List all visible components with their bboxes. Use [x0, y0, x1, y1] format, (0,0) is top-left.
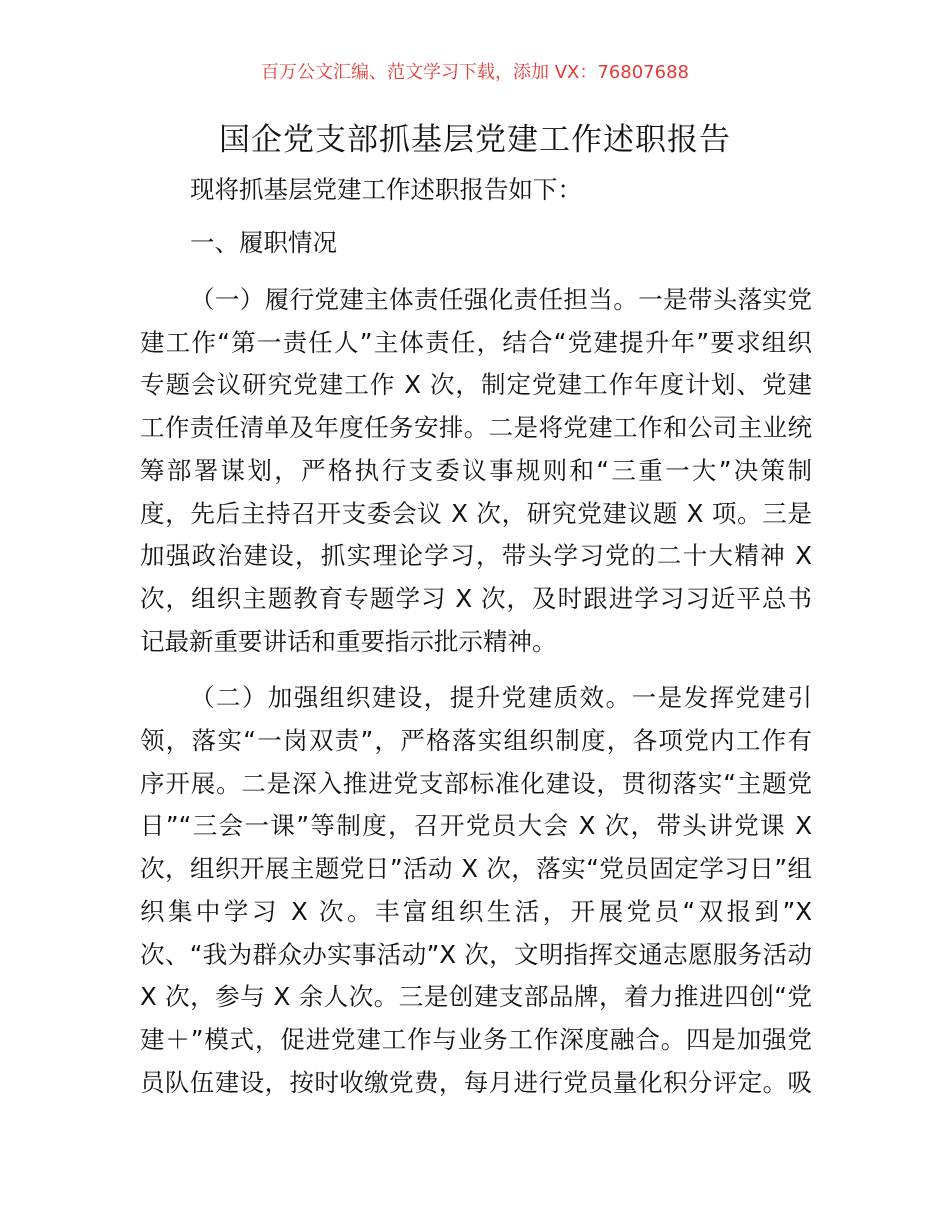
- section-heading: 一、履职情况: [190, 228, 337, 257]
- paragraph-line: 建＋”模式，促进党建工作与业务工作深度融合。四是加强党: [140, 1024, 812, 1054]
- paragraph-line: 次，组织开展主题党日”活动 X 次，落实“党员固定学习日”组: [140, 854, 812, 884]
- paragraph-line: 度，先后主持召开支委会议 X 次，研究党建议题 X 项。三是: [140, 498, 812, 528]
- paragraph-line: 次，组织主题教育专题学习 X 次，及时跟进学习习近平总书: [140, 583, 812, 613]
- paragraph-line: X 次，参与 X 余人次。三是创建支部品牌，着力推进四创“党: [140, 982, 812, 1012]
- paragraph-line: 建工作“第一责任人”主体责任，结合“党建提升年”要求组织: [140, 327, 812, 357]
- paragraph-line: （二）加强组织建设，提升党建质效。一是发挥党建引: [190, 683, 812, 713]
- watermark-banner: 百万公文汇编、范文学习下载，添加 VX：76807688: [261, 62, 689, 83]
- paragraph-line: 织集中学习 X 次。丰富组织生活，开展党员“双报到”X: [140, 896, 812, 926]
- paragraph-line: 专题会议研究党建工作 X 次，制定党建工作年度计划、党建: [140, 370, 812, 400]
- paragraph-line: 工作责任清单及年度任务安排。二是将党建工作和公司主业统: [140, 413, 812, 443]
- document-title: 国企党支部抓基层党建工作述职报告: [219, 122, 731, 158]
- paragraph-line: 领，落实“一岗双责”，严格落实组织制度，各项党内工作有: [140, 726, 812, 755]
- paragraph-line: 加强政治建设，抓实理论学习，带头学习党的二十大精神 X: [140, 541, 812, 571]
- paragraph-line: （一）履行党建主体责任强化责任担当。一是带头落实党: [190, 285, 812, 314]
- intro-line: 现将抓基层党建工作述职报告如下：: [190, 175, 582, 204]
- paragraph-line: 日”“三会一课”等制度，召开党员大会 X 次，带头讲党课 X: [140, 811, 812, 841]
- paragraph-line: 筹部署谋划，严格执行支委议事规则和“三重一大”决策制: [140, 455, 812, 485]
- paragraph-line: 次、“我为群众办实事活动”X 次，文明指挥交通志愿服务活动: [140, 939, 812, 969]
- paragraph-line: 记最新重要讲话和重要指示批示精神。: [140, 626, 557, 656]
- paragraph-line: 员队伍建设，按时收缴党费，每月进行党员量化积分评定。吸: [140, 1067, 812, 1097]
- paragraph-line: 序开展。二是深入推进党支部标准化建设，贯彻落实“主题党: [140, 768, 812, 798]
